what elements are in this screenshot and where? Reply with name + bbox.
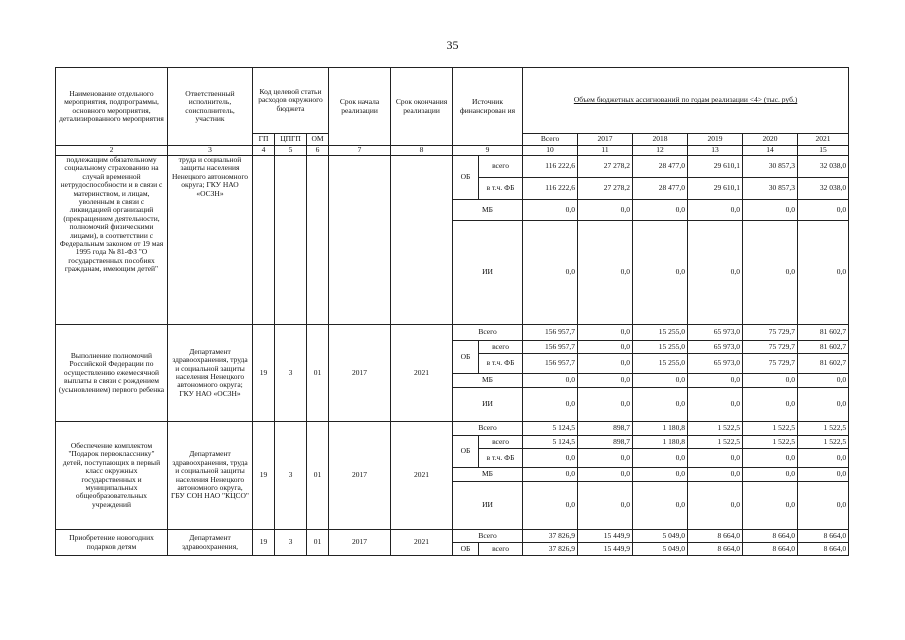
value-2018: 15 255,0	[633, 341, 688, 354]
source-mb: МБ	[453, 374, 523, 388]
code-pgp: 3	[275, 530, 307, 556]
value-2019: 0,0	[688, 449, 743, 468]
value-2018: 15 255,0	[633, 354, 688, 374]
column-number: 7	[329, 146, 391, 156]
source-ob: ОБ	[453, 543, 479, 556]
end-year: 2021	[391, 530, 453, 556]
value-2018: 0,0	[633, 374, 688, 388]
column-number: 9	[453, 146, 523, 156]
start-year: 2017	[329, 422, 391, 530]
activity-name: Приобретение новогодних подарков детям	[56, 530, 168, 556]
activity-name: Выполнение полномочий Российской Федерации по осуществлению ежемесячной выплаты в связи с рождением (усыновлением) первого ребенка	[56, 325, 168, 422]
responsible-executor: Департамент здравоохранения, труда и социальной защиты населения Ненецкого автономного округа, ГБУ СОН НАО "КЦСО"	[168, 422, 253, 530]
header-row	[56, 68, 849, 134]
source-fb-label: в т.ч. ФБ	[479, 449, 523, 468]
header-source: Источник финансирован ия	[453, 68, 523, 146]
value-2017: 898,7	[578, 436, 633, 449]
value-2020: 75 729,7	[743, 354, 798, 374]
value-total: 156 957,7	[523, 341, 578, 354]
value-2018: 0,0	[633, 482, 688, 530]
responsible-executor: труда и социальной защиты населения Ненецкого автономного округа; ГКУ НАО «ОСЗН»	[168, 156, 253, 325]
value-2018: 0,0	[633, 200, 688, 221]
source-total: Всего	[453, 530, 523, 543]
value-2017: 0,0	[578, 325, 633, 341]
value-2017: 27 278,2	[578, 156, 633, 178]
value-total: 0,0	[523, 221, 578, 325]
source-mb: МБ	[453, 468, 523, 482]
header-total: Всего	[523, 134, 578, 146]
value-2018: 5 049,0	[633, 543, 688, 556]
value-2017: 0,0	[578, 200, 633, 221]
source-ii: ИИ	[453, 482, 523, 530]
code-om: 01	[307, 422, 329, 530]
header-year: 2017	[578, 134, 633, 146]
value-2017: 0,0	[578, 482, 633, 530]
value-2017: 898,7	[578, 422, 633, 436]
responsible-executor: Департамент здравоохранения, труда и социальной защиты населения Ненецкого автономного округа; ГКУ НАО «ОСЗН»	[168, 325, 253, 422]
column-number: 11	[578, 146, 633, 156]
value-2017: 0,0	[578, 341, 633, 354]
end-year: 2021	[391, 422, 453, 530]
header-start: Срок начала реализации	[329, 68, 391, 146]
value-2019: 8 664,0	[688, 530, 743, 543]
value-total: 0,0	[523, 449, 578, 468]
value-2019: 29 610,1	[688, 178, 743, 200]
code-gp	[253, 156, 275, 325]
source-total: Всего	[453, 325, 523, 341]
value-2019: 65 973,0	[688, 354, 743, 374]
table-row	[56, 422, 849, 436]
value-2021: 0,0	[798, 468, 849, 482]
value-2019: 1 522,5	[688, 422, 743, 436]
source-mb: МБ	[453, 200, 523, 221]
value-2018: 1 180,8	[633, 436, 688, 449]
activity-name: Обеспечение комплектом "Подарок первокласснику" детей, поступающих в первый класс окружных государственных и муниципальных общеобразовательных учреждений	[56, 422, 168, 530]
code-gp: 19	[253, 325, 275, 422]
code-pgp	[275, 156, 307, 325]
value-2021: 0,0	[798, 374, 849, 388]
code-om: 01	[307, 325, 329, 422]
start-year: 2017	[329, 530, 391, 556]
value-2020: 0,0	[743, 482, 798, 530]
value-total: 5 124,5	[523, 422, 578, 436]
column-number-row	[56, 146, 849, 156]
value-2017: 0,0	[578, 221, 633, 325]
source-ob: ОБ	[453, 156, 479, 200]
value-2018: 15 255,0	[633, 325, 688, 341]
header-responsible: Ответственный исполнитель, соисполнитель, участник	[168, 68, 253, 146]
value-2019: 0,0	[688, 200, 743, 221]
value-2017: 27 278,2	[578, 178, 633, 200]
source-ii: ИИ	[453, 221, 523, 325]
value-total: 116 222,6	[523, 156, 578, 178]
value-2020: 30 857,3	[743, 178, 798, 200]
header-year: 2020	[743, 134, 798, 146]
source-total-label: всего	[479, 341, 523, 354]
code-om	[307, 156, 329, 325]
source-ii: ИИ	[453, 388, 523, 422]
value-2020: 0,0	[743, 388, 798, 422]
header-year: 2018	[633, 134, 688, 146]
code-pgp: 3	[275, 325, 307, 422]
header-year: 2019	[688, 134, 743, 146]
header-end: Срок окончания реализации	[391, 68, 453, 146]
value-2017: 0,0	[578, 449, 633, 468]
value-2021: 1 522,5	[798, 436, 849, 449]
header-code: Код целевой статьи расходов окружного бюджета	[253, 68, 329, 134]
source-total-label: всего	[479, 543, 523, 556]
header-pgp: ЦПГП	[275, 134, 307, 146]
code-om: 01	[307, 530, 329, 556]
value-2019: 29 610,1	[688, 156, 743, 178]
column-number: 6	[307, 146, 329, 156]
value-2017: 0,0	[578, 374, 633, 388]
value-2017: 0,0	[578, 468, 633, 482]
column-number: 5	[275, 146, 307, 156]
value-2019: 0,0	[688, 468, 743, 482]
value-2021: 0,0	[798, 449, 849, 468]
source-total-label: всего	[479, 156, 523, 178]
value-2018: 0,0	[633, 388, 688, 422]
value-total: 0,0	[523, 468, 578, 482]
value-2021: 0,0	[798, 200, 849, 221]
header-year: 2021	[798, 134, 849, 146]
value-2020: 8 664,0	[743, 543, 798, 556]
value-2019: 65 973,0	[688, 325, 743, 341]
value-2020: 0,0	[743, 468, 798, 482]
value-2021: 81 602,7	[798, 354, 849, 374]
value-2017: 15 449,9	[578, 543, 633, 556]
header-om: ОМ	[307, 134, 329, 146]
value-2021: 8 664,0	[798, 530, 849, 543]
value-2021: 81 602,7	[798, 341, 849, 354]
table-row	[56, 530, 849, 543]
value-2020: 1 522,5	[743, 436, 798, 449]
value-2021: 32 038,0	[798, 156, 849, 178]
value-total: 156 957,7	[523, 354, 578, 374]
value-2018: 5 049,0	[633, 530, 688, 543]
value-2017: 15 449,9	[578, 530, 633, 543]
value-2019: 0,0	[688, 221, 743, 325]
value-2021: 0,0	[798, 388, 849, 422]
table-row	[56, 325, 849, 341]
value-total: 37 826,9	[523, 530, 578, 543]
value-2020: 8 664,0	[743, 530, 798, 543]
value-total: 156 957,7	[523, 325, 578, 341]
value-total: 0,0	[523, 200, 578, 221]
value-2020: 75 729,7	[743, 341, 798, 354]
value-2020: 1 522,5	[743, 422, 798, 436]
source-ob: ОБ	[453, 341, 479, 374]
code-gp: 19	[253, 530, 275, 556]
end-year: 2021	[391, 325, 453, 422]
value-2019: 0,0	[688, 388, 743, 422]
source-total-label: всего	[479, 436, 523, 449]
value-2020: 0,0	[743, 374, 798, 388]
value-2019: 0,0	[688, 374, 743, 388]
value-2019: 65 973,0	[688, 341, 743, 354]
source-fb-label: в т.ч. ФБ	[479, 178, 523, 200]
value-total: 0,0	[523, 388, 578, 422]
value-total: 116 222,6	[523, 178, 578, 200]
source-ob: ОБ	[453, 436, 479, 468]
value-2021: 1 522,5	[798, 422, 849, 436]
value-2020: 0,0	[743, 221, 798, 325]
value-2021: 8 664,0	[798, 543, 849, 556]
value-2021: 32 038,0	[798, 178, 849, 200]
value-2018: 1 180,8	[633, 422, 688, 436]
code-gp: 19	[253, 422, 275, 530]
header-gp: ГП	[253, 134, 275, 146]
value-2018: 28 477,0	[633, 178, 688, 200]
column-number: 14	[743, 146, 798, 156]
header-volume: Объем бюджетных ассигнований по годам реализации <4> (тыс. руб.)	[523, 68, 849, 134]
value-2021: 0,0	[798, 221, 849, 325]
column-number: 13	[688, 146, 743, 156]
value-2017: 0,0	[578, 354, 633, 374]
value-2019: 0,0	[688, 482, 743, 530]
start-year: 2017	[329, 325, 391, 422]
table-row	[56, 156, 849, 178]
value-2019: 8 664,0	[688, 543, 743, 556]
value-2019: 1 522,5	[688, 436, 743, 449]
start-year	[329, 156, 391, 325]
value-total: 37 826,9	[523, 543, 578, 556]
activity-name: подлежащим обязательному социальному страхованию на случай временной нетрудоспособности и в связи с материнством, и лицам, уволенным в связи с ликвидацией организаций (прекращением деятельности, полномочий физическими лицами), в соответствии с Федеральным законом от 19 мая 1995 года № 81-ФЗ "О государственных пособиях гражданам, имеющим детей"	[56, 156, 168, 325]
header-name: Наименование отдельного мероприятия, подпрограммы, основного мероприятия, детализированного мероприятия	[56, 68, 168, 146]
value-2018: 28 477,0	[633, 156, 688, 178]
value-2018: 0,0	[633, 468, 688, 482]
source-total: Всего	[453, 422, 523, 436]
column-number: 10	[523, 146, 578, 156]
budget-table	[55, 67, 849, 556]
value-2018: 0,0	[633, 449, 688, 468]
value-total: 0,0	[523, 482, 578, 530]
page-number: 35	[446, 38, 459, 52]
value-2020: 75 729,7	[743, 325, 798, 341]
value-2018: 0,0	[633, 221, 688, 325]
value-2021: 81 602,7	[798, 325, 849, 341]
value-2020: 30 857,3	[743, 156, 798, 178]
end-year	[391, 156, 453, 325]
column-number: 4	[253, 146, 275, 156]
code-pgp: 3	[275, 422, 307, 530]
column-number: 12	[633, 146, 688, 156]
column-number: 15	[798, 146, 849, 156]
value-2021: 0,0	[798, 482, 849, 530]
column-number: 2	[56, 146, 168, 156]
column-number: 8	[391, 146, 453, 156]
source-fb-label: в т.ч. ФБ	[479, 354, 523, 374]
value-2020: 0,0	[743, 200, 798, 221]
responsible-executor: Департамент здравоохранения,	[168, 530, 253, 556]
value-2020: 0,0	[743, 449, 798, 468]
value-2017: 0,0	[578, 388, 633, 422]
column-number: 3	[168, 146, 253, 156]
value-total: 5 124,5	[523, 436, 578, 449]
value-total: 0,0	[523, 374, 578, 388]
